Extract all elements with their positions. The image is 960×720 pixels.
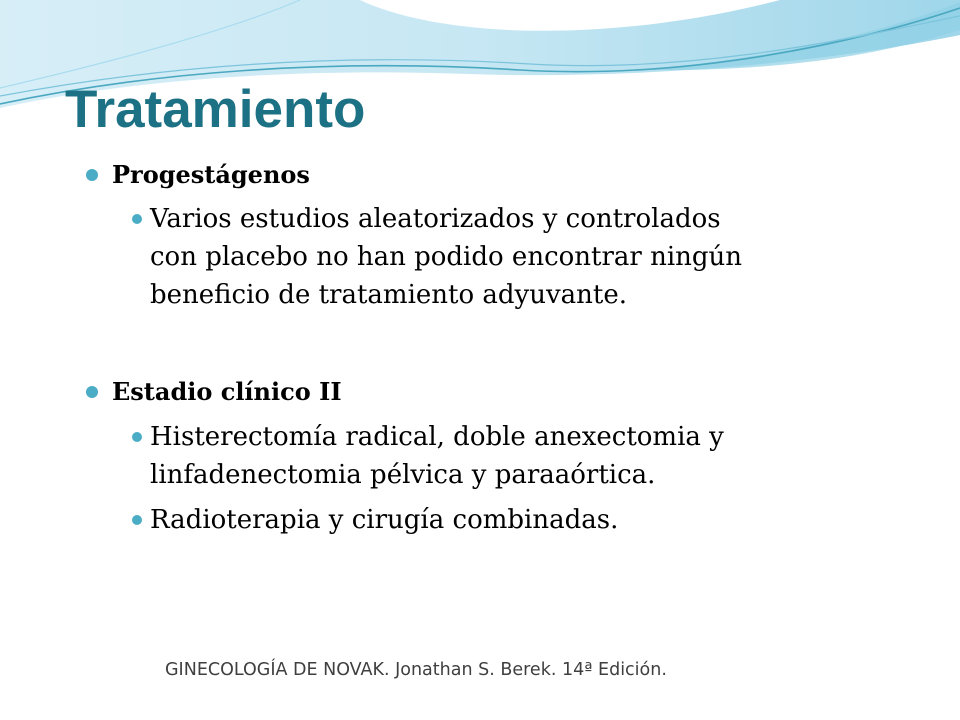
list-item xyxy=(150,501,618,539)
bullet-dot xyxy=(132,432,142,442)
section-heading-progestagenos: Progestágenos xyxy=(112,160,310,189)
section-heading-estadio-clinico-ii: Estadio clínico II xyxy=(112,377,342,406)
item-text-line: linfadenectomia pélvica y paraaórtica. xyxy=(150,460,656,490)
bullet-dot xyxy=(132,214,142,224)
item-text-line: Histerectomía radical, doble anexectomia y xyxy=(150,422,724,452)
list-item xyxy=(150,418,724,494)
item-text-line: con placebo no han podido encontrar ningún xyxy=(150,242,743,272)
list-item xyxy=(150,200,742,314)
item-text-line: beneficio de tratamiento adyuvante. xyxy=(150,280,628,310)
slide-title: Tratamiento xyxy=(65,80,366,139)
item-text-line: Radioterapia y cirugía combinadas. xyxy=(150,505,619,535)
item-text-line: Varios estudios aleatorizados y controlados xyxy=(150,204,721,234)
bullet-dot xyxy=(86,386,98,398)
bullet-dot xyxy=(86,169,98,181)
bullet-dot xyxy=(132,515,142,525)
footer-citation: GINECOLOGÍA DE NOVAK. Jonathan S. Berek. 14ª Edición. xyxy=(165,660,667,680)
